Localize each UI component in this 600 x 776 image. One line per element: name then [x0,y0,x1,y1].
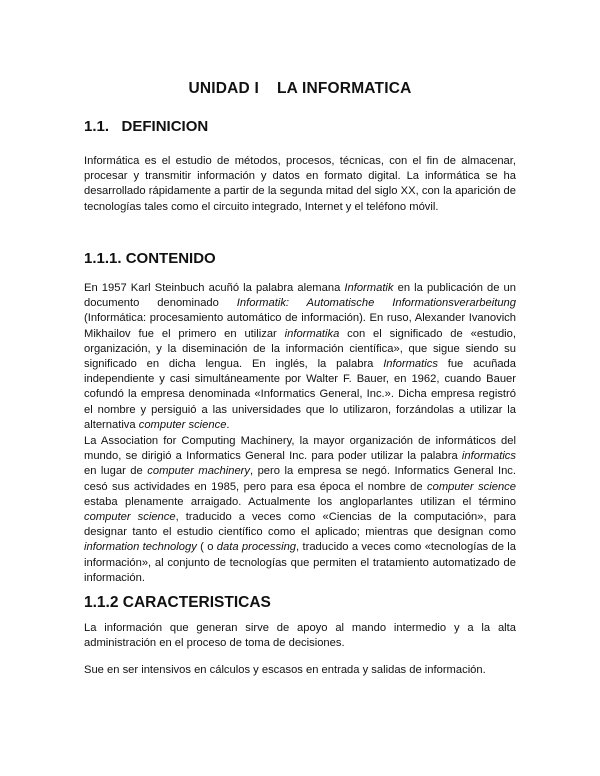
heading-definicion: 1.1. DEFINICION [84,118,209,135]
italic-term: Informatik [344,282,394,294]
heading-caracteristicas: 1.1.2 CARACTERISTICAS [84,594,271,611]
text-run: , pero la empresa se negó. Informatics General Inc. cesó sus actividades en 1985, pero para esa época el nombre de [84,465,516,493]
text-run: La Association for Computing Machinery, la mayor organización de informáticos del mundo, se dirigió a Informatics General Inc. para poder utilizar la palabra [84,435,516,463]
italic-term: computer science [427,480,516,493]
italic-term: computer science [138,418,227,431]
text-run: en lugar de [84,465,148,478]
italic-term: information technology [84,541,197,554]
paragraph-definicion: Informática es el estudio de métodos, procesos, técnicas, con el fin de almacenar, procesar y transmitir información y datos en formato digital. La informática se ha desarrollado rápidamente a partir de la segunda mitad del siglo XX, con la aparición de tecnologías tales como el circuito integrado, Internet y el teléfono móvil. [84,155,516,213]
text-run: fue acuñada independiente y casi simultáneamente por Walter F. Bauer, en 1962, cuando Bauer cofundó la empresa denominada «Informatics General, Inc.». Dicha empresa registró el nombre y persiguió a las universidades que lo utilizaron, forzándolas a utilizar la alternativa [84,358,516,431]
paragraph-caracteristicas-1: La información que generan sirve de apoyo al mando intermedio y a la alta administración en el proceso de toma de decisiones. [84,622,516,650]
italic-term: computer machinery [147,465,250,478]
italic-term: Informatics [383,358,438,371]
page-title: UNIDAD I LA INFORMATICA [188,80,412,97]
paragraph-caracteristicas-2: Sue en ser intensivos en cálculos y escasos en entrada y salidas de información. [84,664,486,676]
text-run: , traducido a veces como «tecnologías de la información», al conjunto de tecnologías que permiten el tratamiento automatizado de información. [84,541,516,584]
text-run: . [226,418,230,431]
text-run: En 1957 Karl Steinbuch acuñó la palabra alemana [84,282,345,294]
text-run: (Informática: procesamiento automático de información). En ruso, Alexander Ivanovich Mikhailov fue el primero en utilizar [84,312,516,340]
italic-term: computer science [84,511,176,524]
text-run: ( o [196,541,217,554]
heading-contenido: 1.1.1. CONTENIDO [84,250,216,267]
paragraph-contenido-1 [84,281,516,433]
italic-term: Informatik: Automatische Informationsverarbeitung [236,297,516,310]
italic-term: informatika [284,327,340,340]
text-run: , traducido a veces como «Ciencias de la computación», para designar tanto el estudio científico como el aplicado; mientras que designan como [84,511,516,539]
italic-term: data processing [216,541,297,554]
text-run: en la publicación de un documento denominado [84,282,516,310]
text-run: con el significado de «estudio, organización, y la diseminación de la información científica», que sigue siendo su significado en dicha lengua. En inglés, la palabra [84,327,516,371]
text-run: estaba plenamente arraigado. Actualmente los angloparlantes utilizan el término [84,495,516,508]
italic-term: informatics [461,450,516,463]
paragraph-contenido-2 [84,434,516,586]
